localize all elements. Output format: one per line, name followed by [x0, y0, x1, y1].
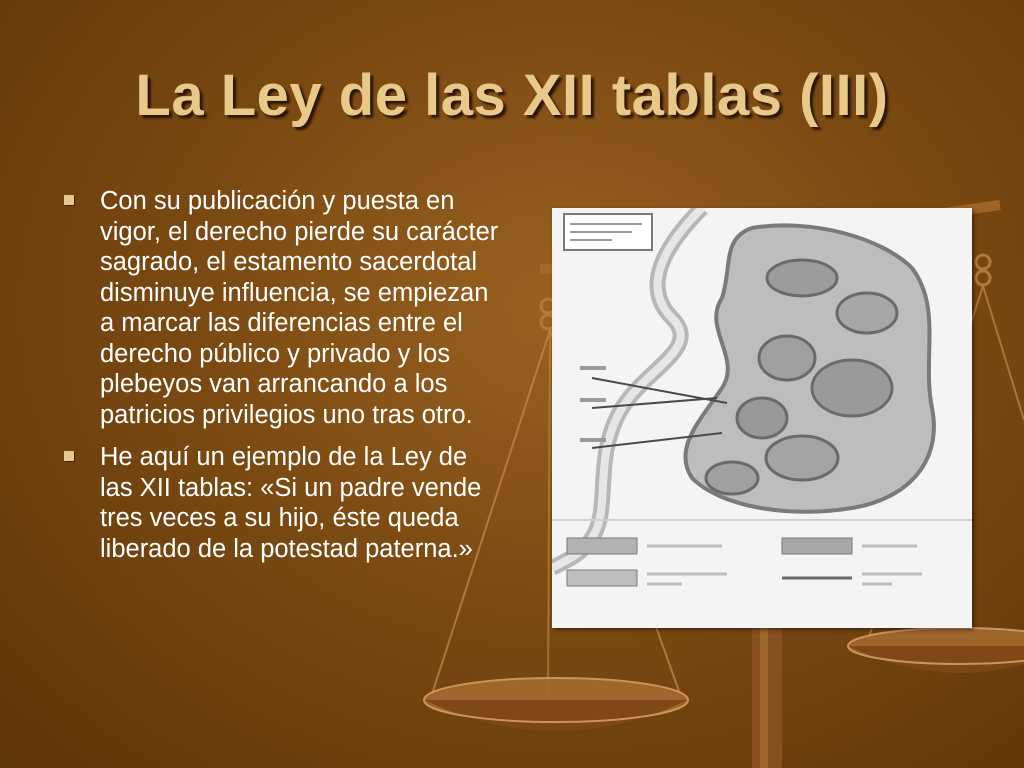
bullet-text: Con su publicación y puesta en vigor, el derecho pierde su carácter sagrado, el estamento sacerdotal disminuye influencia, se empiezan a marcar las diferencias entre el derecho público y privado y los plebeyos van arrancando a los patricios privilegios uno tras otro. [100, 187, 499, 429]
bullet-list [62, 186, 502, 576]
map-illustration [552, 208, 972, 628]
bullet-item [62, 442, 502, 564]
slide-title: La Ley de las XII tablas (III) [135, 63, 889, 128]
square-bullet-icon [64, 195, 74, 205]
rome-map-image [552, 208, 972, 628]
bullet-item [62, 186, 502, 430]
bullet-text: He aquí un ejemplo de la Ley de las XII tablas: «Si un padre vende tres veces a su hijo, éste queda liberado de la potestad paterna.» [100, 443, 482, 563]
square-bullet-icon [64, 451, 74, 461]
